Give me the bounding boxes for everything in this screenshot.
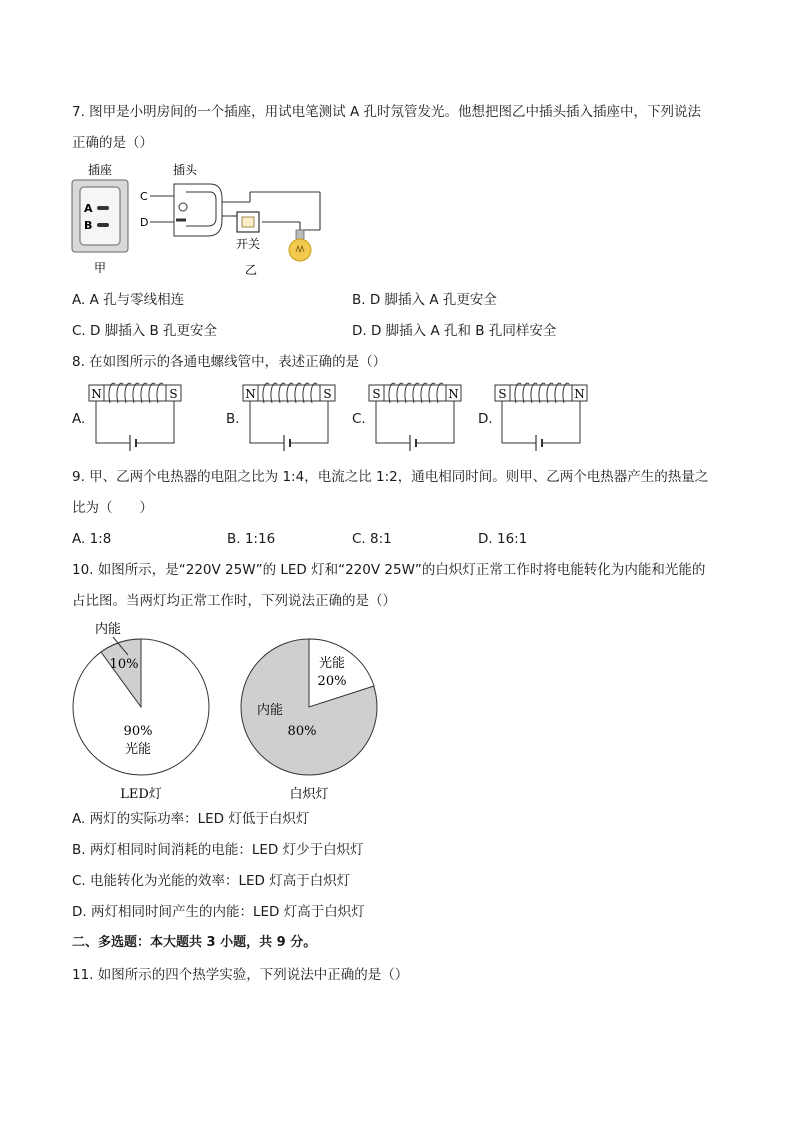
q11-stem: 11. 如图所示的四个热学实验，下列说法中正确的是（） [72,967,409,983]
q10-option-b: B. 两灯相同时间消耗的电能：LED 灯少于白炽灯 [72,842,364,858]
pole-right-label: N [448,387,459,401]
solenoid-wire [96,401,174,443]
q9-option-d: D. 16:1 [478,531,528,547]
pole-right-label: N [574,387,585,401]
q7-option-b: B. D 脚插入 A 孔更安全 [352,292,497,308]
q7-stem-line2: 正确的是（） [72,135,153,151]
inc-inner-pct: 80% [287,724,317,739]
pole-left-label: S [372,387,381,401]
q9-option-a: A. 1:8 [72,531,112,547]
solenoid-figure [494,381,590,453]
solenoid-wire [250,401,328,443]
q10-stem-line2: 占比图。当两灯均正常工作时，下列说法正确的是（） [72,593,396,609]
led-caption: LED灯 [120,787,162,802]
led-pie-chart [68,615,218,805]
q8-option-label: B. [226,411,240,427]
inc-caption: 白炽灯 [289,787,329,802]
led-inner-label: 内能 [94,622,122,637]
led-inner-pct: 10% [109,657,139,672]
socket-title: 插座 [87,163,113,177]
inc-inner-label: 内能 [256,703,284,718]
pole-right-label: S [169,387,178,401]
q8-option-label: A. [72,411,86,427]
q7-stem-line1: 7. 图甲是小明房间的一个插座，用试电笔测试 A 孔时氖管发光。他想把图乙中插头插入插座中，下列说法 [72,104,701,120]
q9-option-c: C. 8:1 [352,531,392,547]
q7-option-d: D. D 脚插入 A 孔和 B 孔同样安全 [352,323,557,339]
q10-stem-line1: 10. 如图所示，是“220V 25W”的 LED 灯和“220V 25W”的白炽灯正常工作时将电能转化为内能和光能的 [72,562,706,578]
q8-stem: 8. 在如图所示的各通电螺线管中，表述正确的是（） [72,354,387,370]
q8-option-label: D. [478,411,493,427]
q9-stem-line2: 比为（ ） [72,500,153,516]
q10-option-c: C. 电能转化为光能的效率：LED 灯高于白炽灯 [72,873,351,889]
solenoid-figure [242,381,338,453]
solenoid-figure [368,381,464,453]
pin-c-label: C [140,190,148,203]
q9-option-b: B. 1:16 [227,531,276,547]
solenoid-wire [502,401,580,443]
q7-option-a: A. A 孔与零线相连 [72,292,185,308]
pole-right-label: S [323,387,332,401]
solenoid-wire [376,401,454,443]
pole-left-label: N [245,387,256,401]
section-heading: 二、多选题：本大题共 3 小题，共 9 分。 [72,935,317,950]
q8-option-label: C. [352,411,366,427]
switch-icon [237,212,259,232]
socket-icon [72,180,128,252]
switch-label: 开关 [235,237,261,251]
caption-jia: 甲 [93,261,107,275]
plug-icon [150,184,232,236]
caption-yi: 乙 [244,263,258,277]
bulb-icon [289,230,311,261]
led-light-pct: 90% [123,724,153,739]
q10-option-d: D. 两灯相同时间产生的内能：LED 灯高于白炽灯 [72,904,365,920]
q10-option-a: A. 两灯的实际功率：LED 灯低于白炽灯 [72,811,310,827]
led-light-label: 光能 [124,742,152,757]
q7-figure [70,160,340,282]
pin-d-label: D [140,216,149,229]
q9-stem-line1: 9. 甲、乙两个电热器的电阻之比为 1:4，电流之比 1:2，通电相同时间。则甲、乙两个电热器产生的热量之 [72,469,709,485]
pole-left-label: S [498,387,507,401]
solenoid-figure [88,381,184,453]
pole-left-label: N [91,387,102,401]
q7-option-c: C. D 脚插入 B 孔更安全 [72,323,218,339]
plug-title: 插头 [172,163,198,177]
hole-b-label: B [84,219,93,232]
inc-light-pct: 20% [317,674,347,689]
incandescent-pie-chart [236,632,386,807]
inc-light-label: 光能 [318,656,346,671]
hole-a-label: A [84,202,93,215]
